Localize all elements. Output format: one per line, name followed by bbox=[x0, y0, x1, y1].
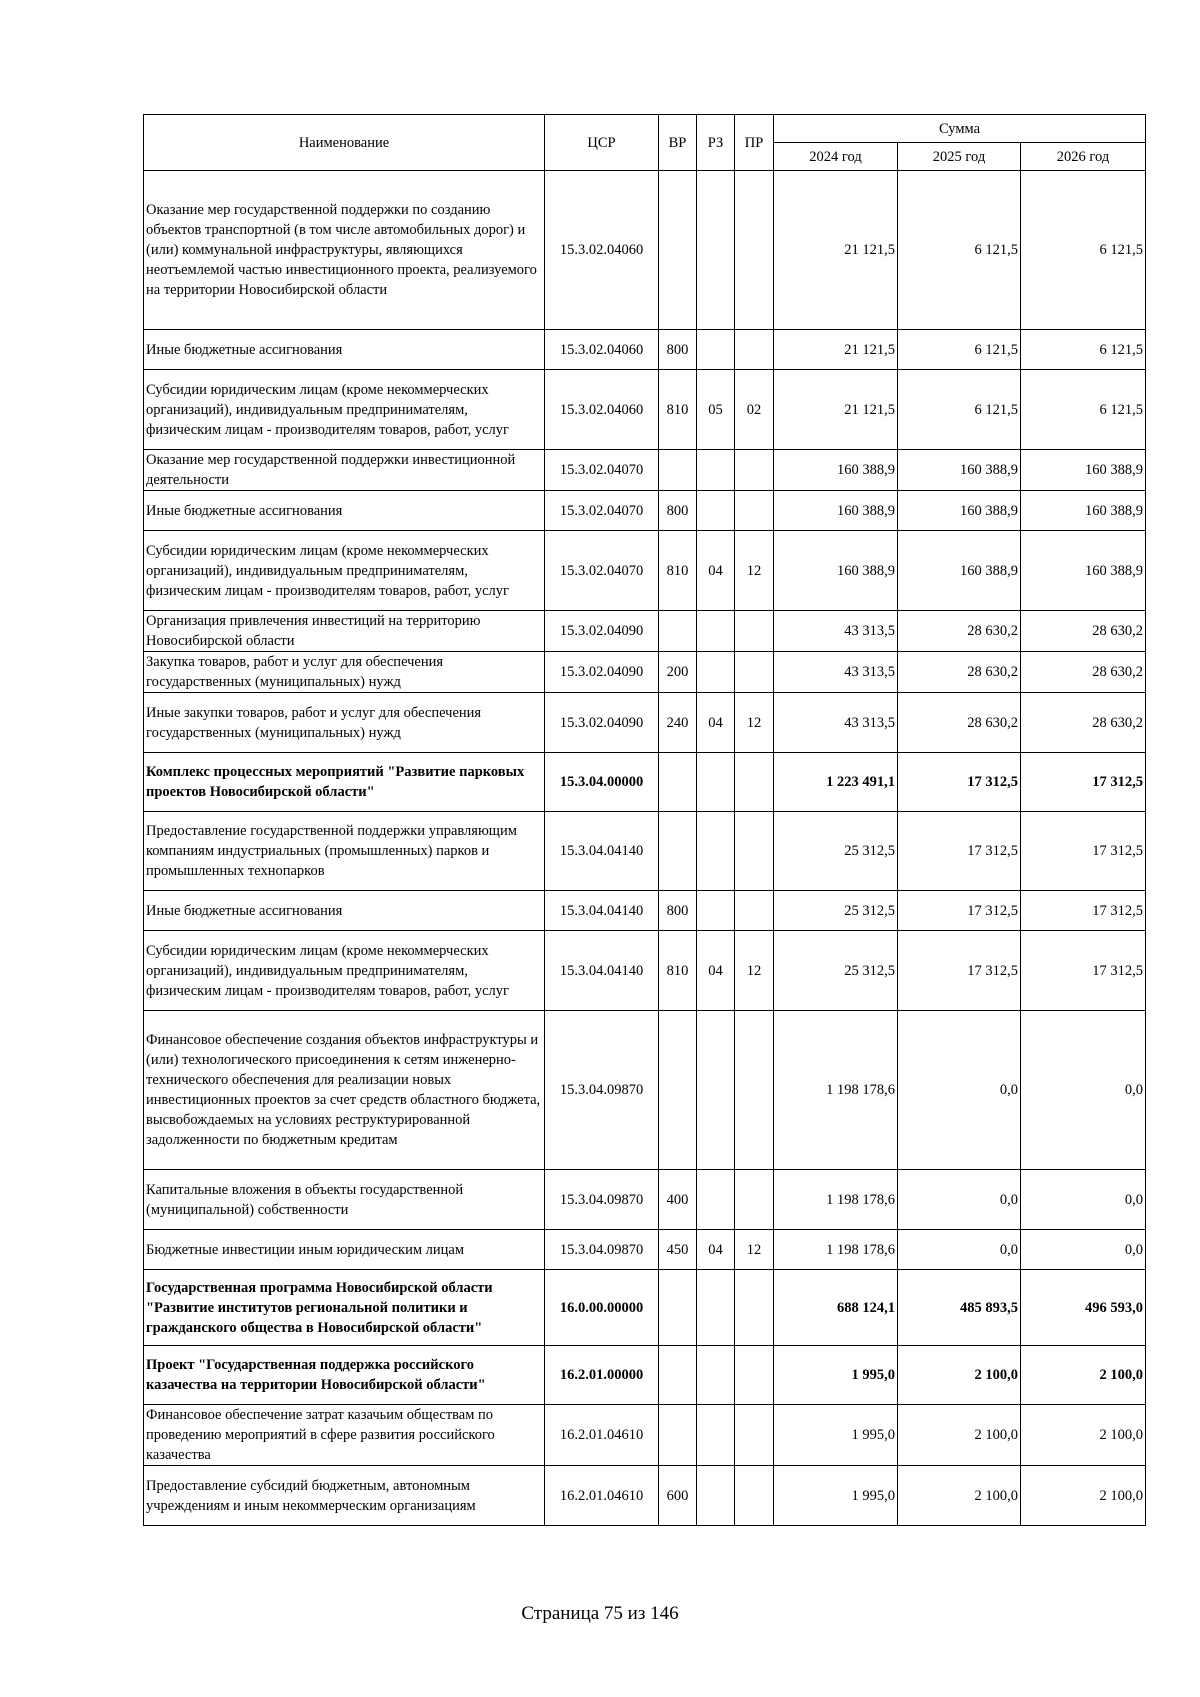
row-sum-2026: 160 388,9 bbox=[1021, 531, 1146, 611]
table-row bbox=[144, 450, 1146, 491]
row-vr: 800 bbox=[659, 891, 697, 931]
table-row bbox=[144, 1466, 1146, 1526]
row-name: Иные бюджетные ассигнования bbox=[144, 891, 545, 931]
header-pr: ПР bbox=[735, 115, 774, 171]
row-csr: 15.3.02.04090 bbox=[545, 693, 659, 753]
row-sum-2025: 28 630,2 bbox=[898, 652, 1021, 693]
table-row bbox=[144, 1405, 1146, 1466]
row-sum-2025: 160 388,9 bbox=[898, 450, 1021, 491]
row-rz bbox=[697, 450, 735, 491]
row-rz bbox=[697, 491, 735, 531]
row-rz bbox=[697, 171, 735, 330]
row-sum-2026: 2 100,0 bbox=[1021, 1346, 1146, 1405]
row-name: Комплекс процессных мероприятий "Развитие парковых проектов Новосибирской области" bbox=[144, 753, 545, 812]
header-vr: ВР bbox=[659, 115, 697, 171]
row-vr: 800 bbox=[659, 491, 697, 531]
table-body bbox=[144, 171, 1146, 1526]
row-pr bbox=[735, 1346, 774, 1405]
row-csr: 16.2.01.04610 bbox=[545, 1466, 659, 1526]
row-csr: 15.3.02.04060 bbox=[545, 171, 659, 330]
row-sum-2026: 17 312,5 bbox=[1021, 812, 1146, 891]
table-row bbox=[144, 652, 1146, 693]
row-sum-2024: 43 313,5 bbox=[774, 693, 898, 753]
row-sum-2024: 1 198 178,6 bbox=[774, 1230, 898, 1270]
row-vr: 400 bbox=[659, 1170, 697, 1230]
row-sum-2026: 0,0 bbox=[1021, 1230, 1146, 1270]
row-sum-2026: 496 593,0 bbox=[1021, 1270, 1146, 1346]
row-csr: 15.3.04.09870 bbox=[545, 1011, 659, 1170]
row-csr: 15.3.02.04090 bbox=[545, 652, 659, 693]
row-sum-2026: 2 100,0 bbox=[1021, 1466, 1146, 1526]
row-name: Закупка товаров, работ и услуг для обеспечения государственных (муниципальных) нужд bbox=[144, 652, 545, 693]
row-pr bbox=[735, 171, 774, 330]
row-rz bbox=[697, 1011, 735, 1170]
row-sum-2025: 2 100,0 bbox=[898, 1346, 1021, 1405]
row-sum-2026: 17 312,5 bbox=[1021, 931, 1146, 1011]
row-sum-2024: 25 312,5 bbox=[774, 931, 898, 1011]
row-sum-2025: 2 100,0 bbox=[898, 1405, 1021, 1466]
row-rz bbox=[697, 753, 735, 812]
row-csr: 16.2.01.04610 bbox=[545, 1405, 659, 1466]
row-name: Субсидии юридическим лицам (кроме некоммерческих организаций), индивидуальным предпринимателям, физическим лицам - производителям товаров, работ, услуг bbox=[144, 370, 545, 450]
row-sum-2026: 160 388,9 bbox=[1021, 450, 1146, 491]
row-name: Финансовое обеспечение затрат казачьим обществам по проведению мероприятий в сфере развития российского казачества bbox=[144, 1405, 545, 1466]
row-rz bbox=[697, 1270, 735, 1346]
table-row bbox=[144, 171, 1146, 330]
row-name: Капитальные вложения в объекты государственной (муниципальной) собственности bbox=[144, 1170, 545, 1230]
row-sum-2024: 160 388,9 bbox=[774, 531, 898, 611]
row-name: Государственная программа Новосибирской области "Развитие институтов региональной политики и гражданского общества в Новосибирской области" bbox=[144, 1270, 545, 1346]
row-sum-2024: 160 388,9 bbox=[774, 450, 898, 491]
table-row bbox=[144, 693, 1146, 753]
row-csr: 15.3.02.04070 bbox=[545, 491, 659, 531]
row-sum-2026: 17 312,5 bbox=[1021, 891, 1146, 931]
row-sum-2025: 6 121,5 bbox=[898, 171, 1021, 330]
row-csr: 15.3.04.09870 bbox=[545, 1170, 659, 1230]
row-vr: 800 bbox=[659, 330, 697, 370]
row-rz bbox=[697, 652, 735, 693]
row-vr: 450 bbox=[659, 1230, 697, 1270]
row-pr: 12 bbox=[735, 1230, 774, 1270]
header-name: Наименование bbox=[144, 115, 545, 171]
row-pr bbox=[735, 1270, 774, 1346]
row-pr bbox=[735, 753, 774, 812]
row-rz: 04 bbox=[697, 693, 735, 753]
row-sum-2024: 43 313,5 bbox=[774, 652, 898, 693]
row-vr: 600 bbox=[659, 1466, 697, 1526]
row-csr: 15.3.04.04140 bbox=[545, 931, 659, 1011]
row-sum-2024: 1 198 178,6 bbox=[774, 1170, 898, 1230]
table-row bbox=[144, 611, 1146, 652]
row-sum-2026: 0,0 bbox=[1021, 1011, 1146, 1170]
table-row bbox=[144, 1011, 1146, 1170]
row-rz bbox=[697, 812, 735, 891]
row-vr bbox=[659, 171, 697, 330]
row-sum-2025: 485 893,5 bbox=[898, 1270, 1021, 1346]
row-csr: 15.3.04.04140 bbox=[545, 891, 659, 931]
table-row bbox=[144, 531, 1146, 611]
row-vr bbox=[659, 1011, 697, 1170]
row-name: Субсидии юридическим лицам (кроме некоммерческих организаций), индивидуальным предпринимателям, физическим лицам - производителям товаров, работ, услуг bbox=[144, 931, 545, 1011]
table-row bbox=[144, 1230, 1146, 1270]
row-sum-2024: 1 223 491,1 bbox=[774, 753, 898, 812]
row-sum-2024: 1 198 178,6 bbox=[774, 1011, 898, 1170]
row-rz bbox=[697, 1466, 735, 1526]
header-year-2025: 2025 год bbox=[898, 143, 1021, 171]
row-vr bbox=[659, 753, 697, 812]
row-sum-2026: 160 388,9 bbox=[1021, 491, 1146, 531]
row-rz: 04 bbox=[697, 1230, 735, 1270]
header-sum: Сумма bbox=[774, 115, 1146, 143]
row-sum-2024: 21 121,5 bbox=[774, 330, 898, 370]
row-vr bbox=[659, 812, 697, 891]
row-sum-2025: 6 121,5 bbox=[898, 330, 1021, 370]
row-csr: 15.3.02.04070 bbox=[545, 450, 659, 491]
row-csr: 15.3.02.04070 bbox=[545, 531, 659, 611]
row-pr bbox=[735, 652, 774, 693]
row-pr bbox=[735, 330, 774, 370]
row-name: Субсидии юридическим лицам (кроме некоммерческих организаций), индивидуальным предпринимателям, физическим лицам - производителям товаров, работ, услуг bbox=[144, 531, 545, 611]
table-row bbox=[144, 812, 1146, 891]
row-pr bbox=[735, 1466, 774, 1526]
row-rz bbox=[697, 330, 735, 370]
table-row bbox=[144, 491, 1146, 531]
row-name: Иные бюджетные ассигнования bbox=[144, 491, 545, 531]
row-name: Организация привлечения инвестиций на территорию Новосибирской области bbox=[144, 611, 545, 652]
row-rz bbox=[697, 1170, 735, 1230]
row-csr: 15.3.04.09870 bbox=[545, 1230, 659, 1270]
row-sum-2024: 688 124,1 bbox=[774, 1270, 898, 1346]
row-sum-2025: 17 312,5 bbox=[898, 812, 1021, 891]
row-pr bbox=[735, 611, 774, 652]
row-sum-2025: 2 100,0 bbox=[898, 1466, 1021, 1526]
row-csr: 15.3.02.04060 bbox=[545, 330, 659, 370]
row-name: Иные закупки товаров, работ и услуг для обеспечения государственных (муниципальных) нужд bbox=[144, 693, 545, 753]
row-sum-2024: 25 312,5 bbox=[774, 891, 898, 931]
row-sum-2024: 21 121,5 bbox=[774, 370, 898, 450]
row-csr: 16.0.00.00000 bbox=[545, 1270, 659, 1346]
row-vr: 240 bbox=[659, 693, 697, 753]
row-vr: 810 bbox=[659, 931, 697, 1011]
row-sum-2025: 0,0 bbox=[898, 1230, 1021, 1270]
row-sum-2026: 0,0 bbox=[1021, 1170, 1146, 1230]
budget-table bbox=[143, 114, 1146, 1526]
row-name: Оказание мер государственной поддержки инвестиционной деятельности bbox=[144, 450, 545, 491]
row-sum-2025: 160 388,9 bbox=[898, 531, 1021, 611]
row-sum-2026: 6 121,5 bbox=[1021, 171, 1146, 330]
header-csr: ЦСР bbox=[545, 115, 659, 171]
row-rz: 04 bbox=[697, 931, 735, 1011]
row-vr: 200 bbox=[659, 652, 697, 693]
row-pr: 02 bbox=[735, 370, 774, 450]
header-year-2026: 2026 год bbox=[1021, 143, 1146, 171]
row-vr: 810 bbox=[659, 531, 697, 611]
row-sum-2024: 1 995,0 bbox=[774, 1466, 898, 1526]
row-vr bbox=[659, 1346, 697, 1405]
row-name: Предоставление субсидий бюджетным, автономным учреждениям и иным некоммерческим организациям bbox=[144, 1466, 545, 1526]
row-vr bbox=[659, 450, 697, 491]
row-rz bbox=[697, 1346, 735, 1405]
row-vr: 810 bbox=[659, 370, 697, 450]
row-name: Проект "Государственная поддержка российского казачества на территории Новосибирской области" bbox=[144, 1346, 545, 1405]
row-sum-2025: 17 312,5 bbox=[898, 891, 1021, 931]
table-row bbox=[144, 370, 1146, 450]
table-row bbox=[144, 330, 1146, 370]
row-sum-2026: 28 630,2 bbox=[1021, 611, 1146, 652]
table-row bbox=[144, 891, 1146, 931]
row-sum-2026: 6 121,5 bbox=[1021, 330, 1146, 370]
row-name: Оказание мер государственной поддержки по созданию объектов транспортной (в том числе автомобильных дорог) и (или) коммунальной инфраструктуры, являющихся неотъемлемой частью инвестиционного проекта, реализуемого на территории Новосибирской области bbox=[144, 171, 545, 330]
row-sum-2025: 17 312,5 bbox=[898, 931, 1021, 1011]
table-row bbox=[144, 1270, 1146, 1346]
row-csr: 15.3.02.04060 bbox=[545, 370, 659, 450]
header-year-2024: 2024 год bbox=[774, 143, 898, 171]
row-pr: 12 bbox=[735, 531, 774, 611]
row-csr: 15.3.04.00000 bbox=[545, 753, 659, 812]
table-row bbox=[144, 753, 1146, 812]
table-row bbox=[144, 931, 1146, 1011]
row-sum-2024: 21 121,5 bbox=[774, 171, 898, 330]
row-sum-2025: 0,0 bbox=[898, 1170, 1021, 1230]
row-sum-2024: 25 312,5 bbox=[774, 812, 898, 891]
row-rz bbox=[697, 1405, 735, 1466]
header-rz: РЗ bbox=[697, 115, 735, 171]
row-sum-2025: 0,0 bbox=[898, 1011, 1021, 1170]
row-rz: 05 bbox=[697, 370, 735, 450]
table-row bbox=[144, 1170, 1146, 1230]
row-sum-2024: 43 313,5 bbox=[774, 611, 898, 652]
row-pr: 12 bbox=[735, 931, 774, 1011]
row-rz bbox=[697, 891, 735, 931]
row-pr bbox=[735, 1405, 774, 1466]
row-sum-2025: 6 121,5 bbox=[898, 370, 1021, 450]
row-pr bbox=[735, 1170, 774, 1230]
row-sum-2026: 17 312,5 bbox=[1021, 753, 1146, 812]
row-sum-2025: 17 312,5 bbox=[898, 753, 1021, 812]
row-sum-2025: 28 630,2 bbox=[898, 611, 1021, 652]
table-header bbox=[144, 115, 1146, 171]
row-pr bbox=[735, 891, 774, 931]
row-sum-2025: 28 630,2 bbox=[898, 693, 1021, 753]
row-name: Иные бюджетные ассигнования bbox=[144, 330, 545, 370]
row-rz: 04 bbox=[697, 531, 735, 611]
row-pr bbox=[735, 812, 774, 891]
row-pr bbox=[735, 450, 774, 491]
row-sum-2026: 28 630,2 bbox=[1021, 693, 1146, 753]
row-sum-2024: 1 995,0 bbox=[774, 1405, 898, 1466]
table-row bbox=[144, 1346, 1146, 1405]
row-pr bbox=[735, 1011, 774, 1170]
row-pr bbox=[735, 491, 774, 531]
row-name: Финансовое обеспечение создания объектов инфраструктуры и (или) технологического присоединения к сетям инженерно-технического обеспечения для реализации новых инвестиционных проектов за счет средств областного бюджета, высвобождаемых на условиях реструктурированной задолженности по бюджетным кредитам bbox=[144, 1011, 545, 1170]
row-vr bbox=[659, 611, 697, 652]
row-csr: 15.3.04.04140 bbox=[545, 812, 659, 891]
row-sum-2024: 160 388,9 bbox=[774, 491, 898, 531]
row-vr bbox=[659, 1405, 697, 1466]
row-sum-2025: 160 388,9 bbox=[898, 491, 1021, 531]
page-number: Страница 75 из 146 bbox=[521, 1603, 679, 1624]
row-sum-2026: 28 630,2 bbox=[1021, 652, 1146, 693]
row-vr bbox=[659, 1270, 697, 1346]
row-sum-2026: 6 121,5 bbox=[1021, 370, 1146, 450]
row-sum-2026: 2 100,0 bbox=[1021, 1405, 1146, 1466]
row-name: Предоставление государственной поддержки управляющим компаниям индустриальных (промышленных) парков и промышленных технопарков bbox=[144, 812, 545, 891]
row-rz bbox=[697, 611, 735, 652]
row-csr: 15.3.02.04090 bbox=[545, 611, 659, 652]
row-name: Бюджетные инвестиции иным юридическим лицам bbox=[144, 1230, 545, 1270]
row-sum-2024: 1 995,0 bbox=[774, 1346, 898, 1405]
row-pr: 12 bbox=[735, 693, 774, 753]
row-csr: 16.2.01.00000 bbox=[545, 1346, 659, 1405]
